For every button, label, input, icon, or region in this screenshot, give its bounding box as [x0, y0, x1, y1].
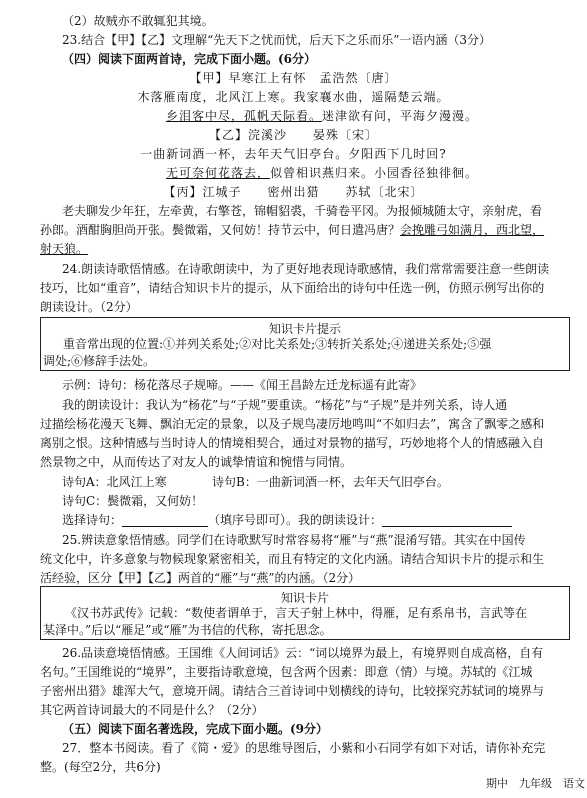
card-text: 调处;⑥修辞手法处。	[43, 354, 156, 368]
design-paragraph: 我的朗读设计：我认为“杨花”与“子规”要重读。“杨花”与“子规”是并列关系，诗人通	[62, 398, 508, 412]
card-text: 某泽中。”后以“雁足”或“雁”为书信的代称，寄托思念。	[43, 623, 332, 637]
question-24-text: 朗读设计。（2分）	[40, 300, 138, 314]
poem-bing-line-3: 射天狼。	[40, 242, 89, 256]
page-footer: 期中 九年级 语文	[486, 777, 585, 790]
design-paragraph: 离别之恨。这种情感与当时诗人的情境相契合，通过对景物的描写，巧妙地将个人的情感融入自	[40, 436, 545, 450]
design-paragraph: 然景物之中，从而传达了对友人的诚挚情谊和惋惜与同情。	[40, 455, 353, 469]
answer-choice-line: 选择诗句： （填序号即可）。我的朗读设计：	[62, 513, 512, 527]
design-answer-blank[interactable]	[382, 514, 512, 527]
poem-yi-line-1: 一曲新词酒一杯，去年天气旧亭台。夕阳西下几时回?	[140, 147, 447, 161]
card-text: 重音常出现的位置:①并列关系处;②对比关系处;③转折关系处;④递进关系处;⑤强	[63, 337, 492, 351]
verse-option-c: 诗句C：鬓微霜，又何妨！	[62, 494, 204, 508]
question-27-text: 整。(每空2分，共6分)	[40, 760, 161, 774]
question-24-text: 技巧，比如“重音”，请结合知识卡片的提示，从下面给出的诗句中任选一例，仿照示例写出你的	[40, 281, 545, 295]
question-23: 23.结合【甲】【乙】文理解“先天下之忧而忧，后天下之乐而乐”一语内涵（3分）	[62, 33, 491, 47]
poem-bing-line-1: 老夫聊发少年狂，左牵黄，右擎苍，锦帽貂裘，千骑卷平冈。为报倾城随太守，亲射虎，看	[62, 204, 543, 218]
card-text: 《汉书苏武传》记载：“数使者谓单于，言天子射上林中，得雁，足有系帛书，言武等在	[65, 606, 528, 620]
question-25-text: 活经验，区分【甲】【乙】两首的“雁”与“燕”的内涵。（2分）	[40, 571, 361, 585]
example-line: 示例：诗句：杨花落尽子规啼。——《闻王昌龄左迁龙标遥有此寄》	[62, 378, 423, 392]
card-title: 知识卡片	[280, 591, 329, 605]
poem-yi-line-2: 无可奈何花落去，似曾相识燕归来。小园香径独徘徊。	[166, 166, 479, 180]
poem-jia-line-1: 木落雁南度，北风江上寒。我家襄水曲，遥隔楚云端。	[137, 90, 450, 104]
card-title: 知识卡片提示	[268, 322, 341, 336]
question-25-text: 统文化中，许多意象与物候现象紧密相关，而且有特定的文化内涵。请结合知识卡片的提示和生	[40, 552, 545, 566]
question-27: 27．整本书阅读。看了《简・爱》的思维导图后，小紫和小石同学有如下对话，请你补充完	[62, 741, 546, 755]
question-26-text: 子密州出猎》雄浑大气，意境开阔。请结合三首诗词中划横线的诗句，比较探究苏轼词的境界与	[40, 684, 545, 698]
knowledge-card-2	[40, 586, 570, 640]
section-5-heading: （五）阅读下面名著选段，完成下面小题。(9分）	[62, 722, 329, 736]
answer-line: （2）故贼亦不敢辄犯其境。	[62, 14, 214, 28]
poem-jia-line-2: 乡泪客中尽，孤帆天际看。迷津欲有问，平海夕漫漫。	[166, 109, 479, 123]
verse-option-a: 诗句A：北风江上寒	[62, 475, 167, 489]
question-26-text: 其它两首诗词最大的不同是什么？（2分）	[40, 703, 264, 717]
poem-bing-title: 【丙】江城子 密州出猎 苏轼〔北宋〕	[163, 185, 424, 199]
poem-yi-title: 【乙】浣溪沙 晏殊〔宋〕	[208, 128, 378, 142]
question-26-text: 名句。”王国维说的“境界”，主要指诗歌意境，包含两个因素：即意（情）与境。苏轼的《江城	[40, 665, 533, 679]
underlined-verse: 无可奈何花落去，	[166, 166, 271, 180]
design-paragraph: 过描绘杨花漫天飞舞、飘泊无定的景象，以及子规鸟凄厉地鸣叫“不如归去”，寓含了飘零之感和	[40, 417, 545, 431]
question-26: 26.品读意境悟情感。王国维《人间词话》云：“词以境界为最上，有境界则自成高格，自有	[62, 646, 544, 660]
section-4-heading: （四）阅读下面两首诗，完成下面小题。(6分）	[62, 52, 317, 66]
verse-option-b: 诗句B：一曲新词酒一杯，去年天气旧亭台。	[212, 475, 449, 489]
poem-bing-line-2: 孙郎。酒酣胸胆尚开张。鬓微霜，又何妨！持节云中，何日遣冯唐？会挽雕弓如满月，西北望，	[40, 223, 545, 237]
underlined-verse: 乡泪客中尽，孤帆天际看。	[166, 109, 323, 123]
verse-choice-blank[interactable]	[122, 514, 208, 527]
question-25: 25.辨读意象悟情感。同学们在诗歌默写时常容易将“雁”与“燕”混淆写错。其实在中国传	[62, 533, 526, 547]
question-24: 24.朗读诗歌悟情感。在诗歌朗读中，为了更好地表现诗歌感情，我们常常需要注意一些朗读	[62, 262, 550, 276]
poem-jia-title: 【甲】早寒江上有怀 孟浩然〔唐〕	[189, 71, 398, 85]
knowledge-card-1	[40, 317, 570, 371]
underlined-verse: 会挽雕弓如满月，西北望，	[400, 223, 545, 237]
